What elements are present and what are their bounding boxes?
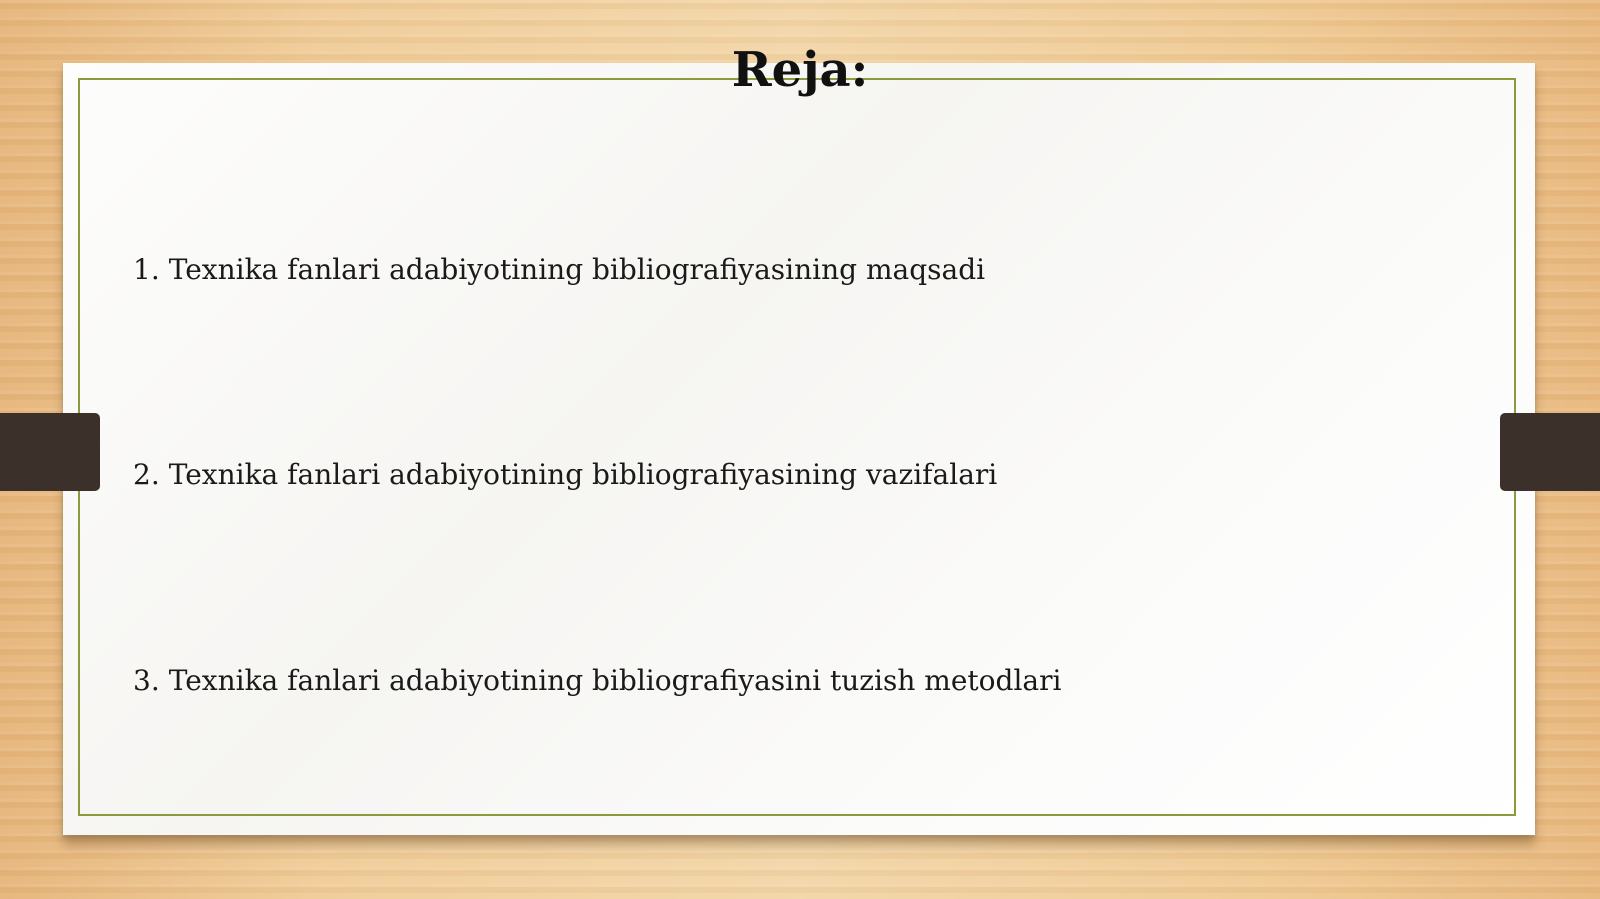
plan-item-2 <box>133 457 997 493</box>
plan-item-number: 2. <box>133 458 160 491</box>
slide-title: Reja: <box>731 42 869 98</box>
right-binder-clip <box>1500 413 1600 491</box>
plan-item-text: Texnika fanlari adabiyotining bibliografiyasining vazifalari <box>168 458 998 491</box>
plan-item-text: Texnika fanlari adabiyotining bibliografiyasining maqsadi <box>168 253 986 286</box>
plan-item-3 <box>133 663 1061 699</box>
plan-item-text: Texnika fanlari adabiyotining bibliografiyasini tuzish metodlari <box>168 664 1062 697</box>
plan-item-number: 3. <box>133 664 160 697</box>
slide-card <box>63 63 1535 835</box>
plan-item-number: 1. <box>133 253 160 286</box>
plan-item-1 <box>133 252 985 288</box>
slide-inner-border <box>78 78 1516 816</box>
left-binder-clip <box>0 413 100 491</box>
